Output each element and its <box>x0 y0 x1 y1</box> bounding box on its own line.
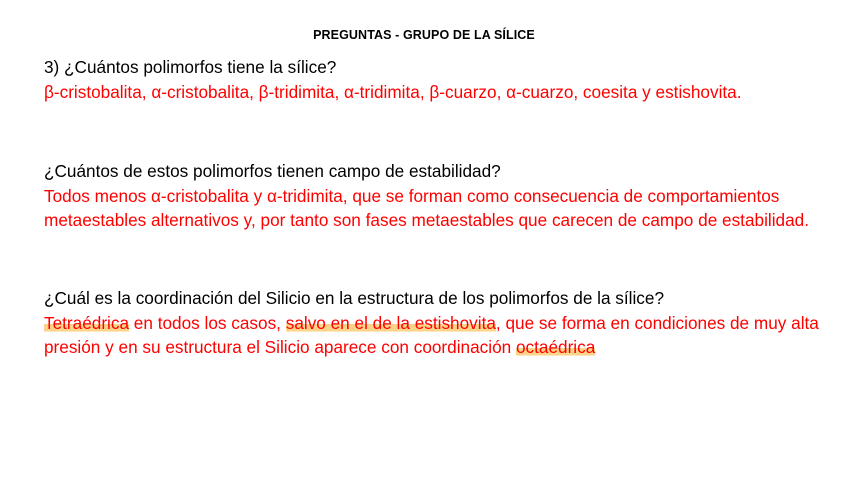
slide-title: PREGUNTAS - GRUPO DE LA SÍLICE <box>313 28 535 42</box>
question-block-2 <box>44 159 834 233</box>
question-block-1 <box>44 55 834 104</box>
answer-3 <box>44 311 834 360</box>
highlight-estishovita: salvo en el de la estishovita <box>285 312 496 333</box>
answer-1: β-cristobalita, α-cristobalita, β-tridimita, α-tridimita, β-cuarzo, α-cuarzo, coesita y estishovita. <box>44 81 742 102</box>
answer-3-text-a: en todos los casos, <box>129 312 286 333</box>
highlight-tetraedrica: Tetraédrica <box>44 312 130 333</box>
question-block-3 <box>44 286 834 360</box>
highlight-octaedrica: octaédrica <box>515 337 596 357</box>
question-3: ¿Cuál es la coordinación del Silicio en la estructura de los polimorfos de la sílice? <box>44 288 665 308</box>
answer-2: Todos menos α-cristobalita y α-tridimita, que se forman como consecuencia de comportamientos metaestables alternativos y, por tanto son fases metaestables que carecen de campo de estabilidad. <box>44 185 809 230</box>
question-1: 3) ¿Cuántos polimorfos tiene la sílice? <box>44 57 337 77</box>
question-2: ¿Cuántos de estos polimorfos tienen campo de estabilidad? <box>44 161 501 181</box>
answer-3-text-b: , que se forma en condiciones de muy alta presión y en su estructura el Silicio aparece con coordinación <box>44 312 819 357</box>
